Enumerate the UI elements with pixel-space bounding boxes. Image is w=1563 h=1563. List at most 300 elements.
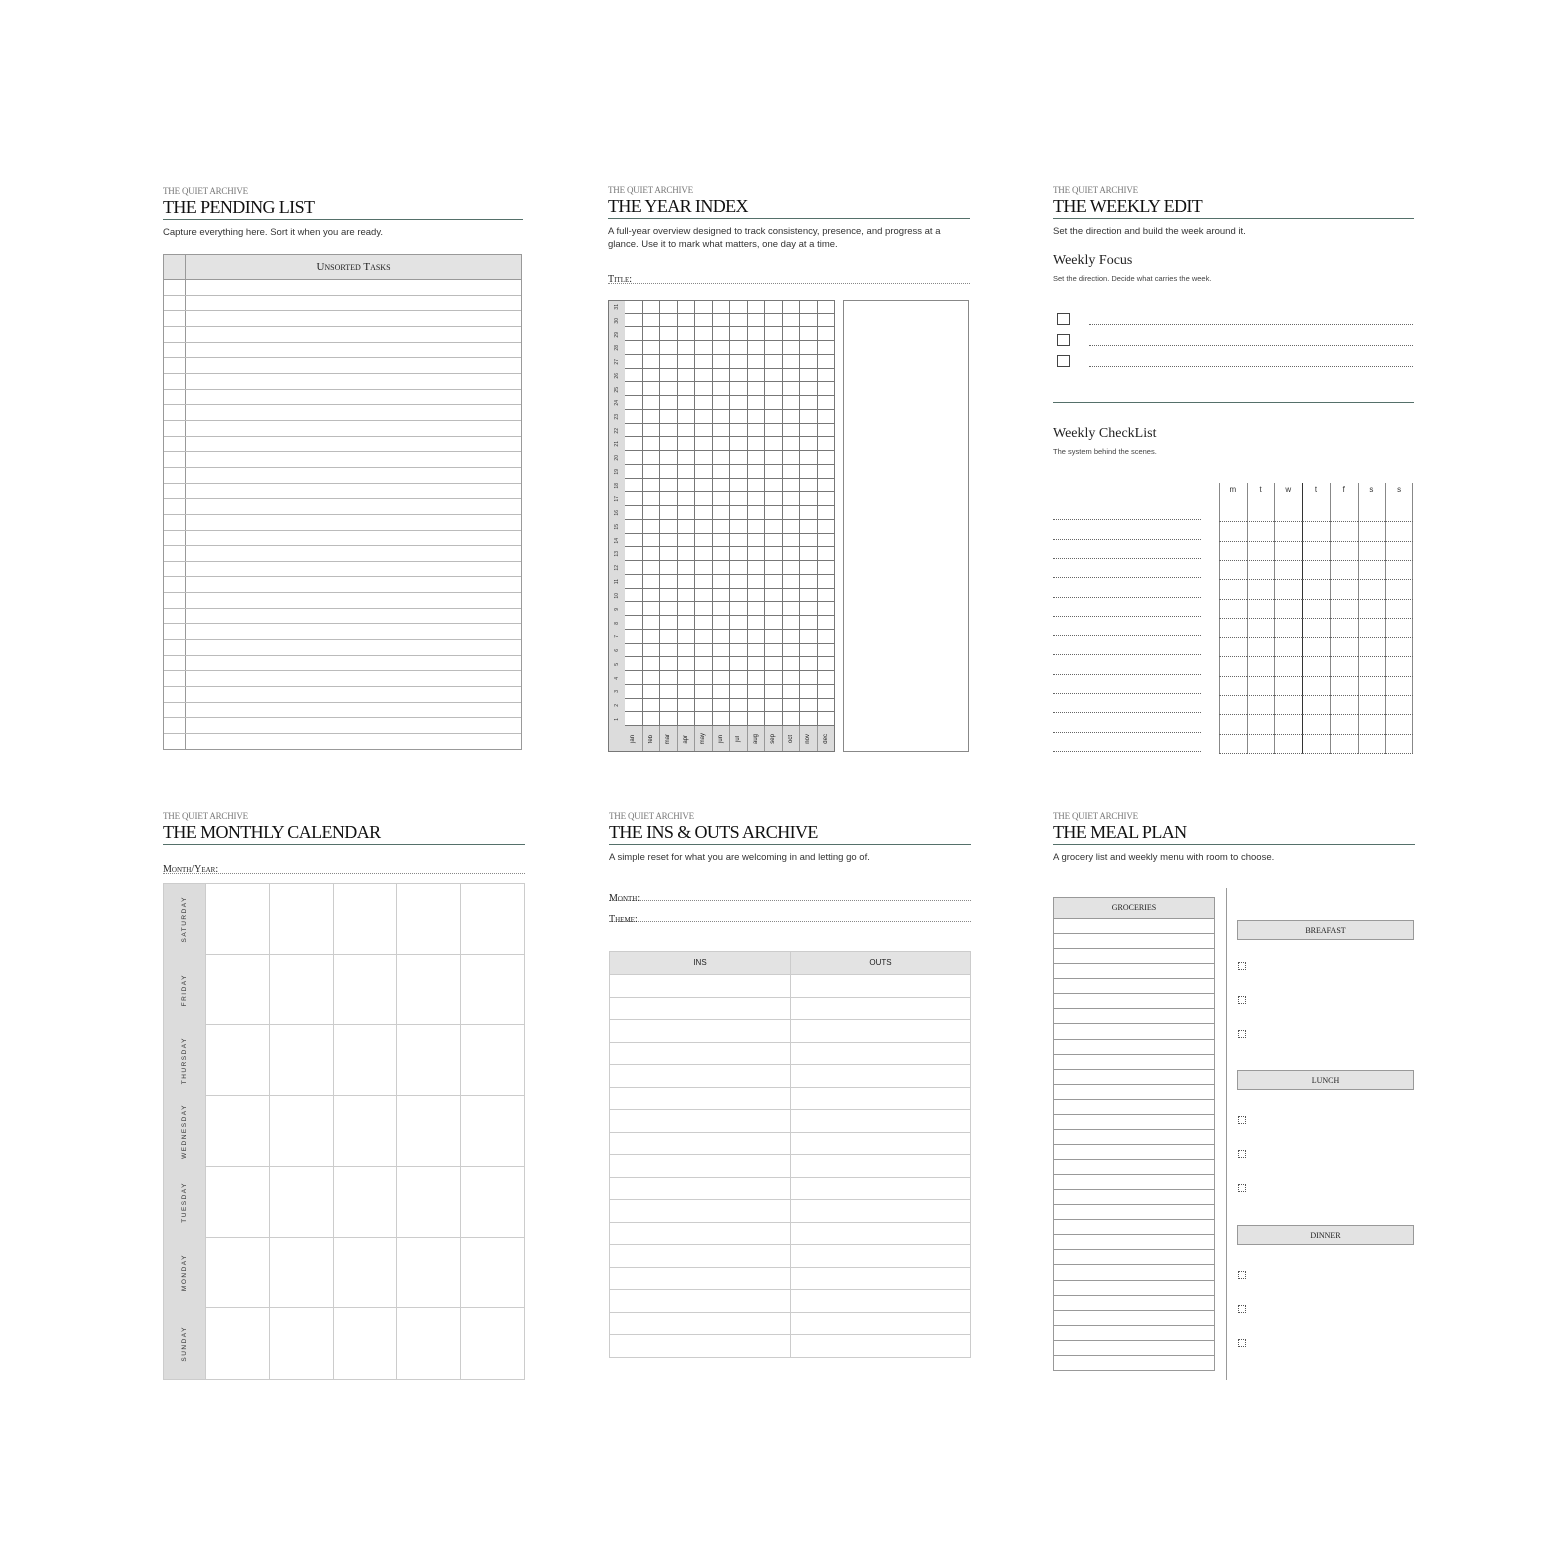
row-index-cell[interactable] bbox=[164, 531, 186, 546]
year-day-cell[interactable] bbox=[818, 685, 836, 699]
year-day-cell[interactable] bbox=[678, 644, 696, 658]
year-day-cell[interactable] bbox=[643, 451, 661, 465]
year-day-cell[interactable] bbox=[800, 479, 818, 493]
year-day-cell[interactable] bbox=[660, 369, 678, 383]
row-index-cell[interactable] bbox=[164, 390, 186, 405]
year-day-cell[interactable] bbox=[800, 602, 818, 616]
year-day-cell[interactable] bbox=[765, 465, 783, 479]
year-day-cell[interactable] bbox=[643, 341, 661, 355]
year-day-cell[interactable] bbox=[730, 699, 748, 713]
year-day-cell[interactable] bbox=[695, 561, 713, 575]
calendar-cell[interactable] bbox=[205, 1238, 269, 1309]
year-day-cell[interactable] bbox=[765, 410, 783, 424]
year-day-cell[interactable] bbox=[625, 465, 643, 479]
year-day-cell[interactable] bbox=[730, 369, 748, 383]
year-day-cell[interactable] bbox=[730, 657, 748, 671]
calendar-cell[interactable] bbox=[460, 955, 524, 1026]
checklist-cell[interactable] bbox=[1247, 580, 1275, 599]
year-day-cell[interactable] bbox=[713, 506, 731, 520]
year-day-cell[interactable] bbox=[730, 341, 748, 355]
year-day-cell[interactable] bbox=[783, 314, 801, 328]
checklist-task-line[interactable] bbox=[1053, 539, 1201, 540]
year-day-cell[interactable] bbox=[748, 657, 766, 671]
year-day-cell[interactable] bbox=[818, 355, 836, 369]
checklist-task-line[interactable] bbox=[1053, 674, 1201, 675]
checklist-cell[interactable] bbox=[1302, 503, 1330, 522]
checklist-cell[interactable] bbox=[1219, 580, 1247, 599]
year-day-cell[interactable] bbox=[730, 506, 748, 520]
year-day-cell[interactable] bbox=[748, 465, 766, 479]
calendar-cell[interactable] bbox=[333, 1096, 397, 1167]
calendar-cell[interactable] bbox=[333, 1308, 397, 1379]
checklist-cell[interactable] bbox=[1330, 657, 1358, 676]
year-day-cell[interactable] bbox=[818, 479, 836, 493]
row-task-cell[interactable] bbox=[186, 390, 521, 405]
year-day-cell[interactable] bbox=[678, 465, 696, 479]
year-day-cell[interactable] bbox=[765, 561, 783, 575]
year-day-cell[interactable] bbox=[765, 479, 783, 493]
year-day-cell[interactable] bbox=[748, 712, 766, 726]
checklist-task-line[interactable] bbox=[1053, 597, 1201, 598]
checklist-cell[interactable] bbox=[1219, 561, 1247, 580]
year-day-cell[interactable] bbox=[730, 451, 748, 465]
grocery-row[interactable] bbox=[1054, 1311, 1214, 1326]
year-day-cell[interactable] bbox=[730, 479, 748, 493]
grocery-row[interactable] bbox=[1054, 1205, 1214, 1220]
checklist-cell[interactable] bbox=[1302, 696, 1330, 715]
row-task-cell[interactable] bbox=[186, 499, 521, 514]
year-day-cell[interactable] bbox=[678, 712, 696, 726]
checklist-cell[interactable] bbox=[1247, 657, 1275, 676]
ins-cell[interactable] bbox=[610, 1155, 791, 1177]
year-day-cell[interactable] bbox=[730, 382, 748, 396]
year-day-cell[interactable] bbox=[695, 657, 713, 671]
grocery-row[interactable] bbox=[1054, 1145, 1214, 1160]
year-day-cell[interactable] bbox=[800, 465, 818, 479]
outs-cell[interactable] bbox=[791, 1313, 970, 1335]
year-day-cell[interactable] bbox=[800, 699, 818, 713]
year-day-cell[interactable] bbox=[695, 437, 713, 451]
checklist-cell[interactable] bbox=[1302, 715, 1330, 734]
row-task-cell[interactable] bbox=[186, 405, 521, 420]
checklist-cell[interactable] bbox=[1302, 561, 1330, 580]
year-day-cell[interactable] bbox=[660, 547, 678, 561]
year-day-cell[interactable] bbox=[800, 589, 818, 603]
year-day-cell[interactable] bbox=[765, 341, 783, 355]
year-day-cell[interactable] bbox=[783, 451, 801, 465]
year-day-cell[interactable] bbox=[678, 602, 696, 616]
year-day-cell[interactable] bbox=[625, 547, 643, 561]
year-day-cell[interactable] bbox=[783, 300, 801, 314]
year-day-cell[interactable] bbox=[643, 382, 661, 396]
checklist-cell[interactable] bbox=[1302, 619, 1330, 638]
year-day-cell[interactable] bbox=[643, 712, 661, 726]
row-task-cell[interactable] bbox=[186, 358, 521, 373]
year-day-cell[interactable] bbox=[818, 369, 836, 383]
year-day-cell[interactable] bbox=[643, 685, 661, 699]
ins-cell[interactable] bbox=[610, 1020, 791, 1042]
year-day-cell[interactable] bbox=[625, 314, 643, 328]
row-index-cell[interactable] bbox=[164, 687, 186, 702]
checklist-cell[interactable] bbox=[1247, 503, 1275, 522]
year-day-cell[interactable] bbox=[748, 479, 766, 493]
calendar-cell[interactable] bbox=[460, 1308, 524, 1379]
year-day-cell[interactable] bbox=[678, 657, 696, 671]
year-day-cell[interactable] bbox=[800, 382, 818, 396]
checklist-cell[interactable] bbox=[1274, 715, 1302, 734]
checklist-cell[interactable] bbox=[1330, 600, 1358, 619]
year-day-cell[interactable] bbox=[660, 520, 678, 534]
calendar-cell[interactable] bbox=[460, 1167, 524, 1238]
calendar-cell[interactable] bbox=[205, 1096, 269, 1167]
year-day-cell[interactable] bbox=[818, 699, 836, 713]
year-day-cell[interactable] bbox=[660, 575, 678, 589]
year-day-cell[interactable] bbox=[678, 561, 696, 575]
year-day-cell[interactable] bbox=[625, 699, 643, 713]
meal-checkbox[interactable] bbox=[1238, 996, 1246, 1004]
year-day-cell[interactable] bbox=[818, 575, 836, 589]
year-day-cell[interactable] bbox=[765, 644, 783, 658]
year-day-cell[interactable] bbox=[748, 341, 766, 355]
calendar-cell[interactable] bbox=[396, 1167, 460, 1238]
grocery-row[interactable] bbox=[1054, 949, 1214, 964]
year-day-cell[interactable] bbox=[678, 699, 696, 713]
checklist-cell[interactable] bbox=[1330, 638, 1358, 657]
focus-checkbox[interactable] bbox=[1057, 334, 1070, 346]
year-day-cell[interactable] bbox=[695, 410, 713, 424]
year-day-cell[interactable] bbox=[713, 616, 731, 630]
year-day-cell[interactable] bbox=[818, 492, 836, 506]
row-index-cell[interactable] bbox=[164, 327, 186, 342]
checklist-cell[interactable] bbox=[1330, 542, 1358, 561]
checklist-cell[interactable] bbox=[1274, 542, 1302, 561]
year-day-cell[interactable] bbox=[730, 300, 748, 314]
row-index-cell[interactable] bbox=[164, 624, 186, 639]
year-day-cell[interactable] bbox=[765, 369, 783, 383]
row-task-cell[interactable] bbox=[186, 515, 521, 530]
year-day-cell[interactable] bbox=[818, 561, 836, 575]
year-day-cell[interactable] bbox=[730, 465, 748, 479]
year-day-cell[interactable] bbox=[783, 520, 801, 534]
row-index-cell[interactable] bbox=[164, 656, 186, 671]
year-day-cell[interactable] bbox=[730, 355, 748, 369]
year-day-cell[interactable] bbox=[678, 382, 696, 396]
year-day-cell[interactable] bbox=[800, 712, 818, 726]
year-day-cell[interactable] bbox=[643, 657, 661, 671]
checklist-cell[interactable] bbox=[1358, 503, 1386, 522]
year-day-cell[interactable] bbox=[748, 547, 766, 561]
year-day-cell[interactable] bbox=[678, 685, 696, 699]
grocery-row[interactable] bbox=[1054, 1130, 1214, 1145]
year-day-cell[interactable] bbox=[660, 561, 678, 575]
checklist-cell[interactable] bbox=[1358, 657, 1386, 676]
checklist-cell[interactable] bbox=[1358, 580, 1386, 599]
grocery-row[interactable] bbox=[1054, 1296, 1214, 1311]
checklist-cell[interactable] bbox=[1358, 542, 1386, 561]
checklist-cell[interactable] bbox=[1302, 600, 1330, 619]
year-day-cell[interactable] bbox=[783, 341, 801, 355]
year-day-cell[interactable] bbox=[713, 671, 731, 685]
year-day-cell[interactable] bbox=[695, 327, 713, 341]
checklist-cell[interactable] bbox=[1219, 522, 1247, 541]
calendar-cell[interactable] bbox=[269, 1238, 333, 1309]
checklist-cell[interactable] bbox=[1385, 561, 1413, 580]
year-day-cell[interactable] bbox=[660, 465, 678, 479]
year-day-cell[interactable] bbox=[783, 479, 801, 493]
ins-cell[interactable] bbox=[610, 1313, 791, 1335]
year-day-cell[interactable] bbox=[818, 424, 836, 438]
year-day-cell[interactable] bbox=[730, 602, 748, 616]
year-day-cell[interactable] bbox=[783, 369, 801, 383]
year-day-cell[interactable] bbox=[748, 589, 766, 603]
checklist-cell[interactable] bbox=[1247, 561, 1275, 580]
year-day-cell[interactable] bbox=[783, 561, 801, 575]
year-day-cell[interactable] bbox=[643, 424, 661, 438]
year-day-cell[interactable] bbox=[765, 534, 783, 548]
year-day-cell[interactable] bbox=[783, 547, 801, 561]
year-day-cell[interactable] bbox=[695, 396, 713, 410]
year-day-cell[interactable] bbox=[800, 355, 818, 369]
year-day-cell[interactable] bbox=[678, 506, 696, 520]
year-day-cell[interactable] bbox=[800, 520, 818, 534]
year-day-cell[interactable] bbox=[713, 341, 731, 355]
year-day-cell[interactable] bbox=[783, 630, 801, 644]
year-day-cell[interactable] bbox=[748, 382, 766, 396]
checklist-cell[interactable] bbox=[1247, 522, 1275, 541]
checklist-cell[interactable] bbox=[1219, 638, 1247, 657]
year-day-cell[interactable] bbox=[783, 355, 801, 369]
year-day-cell[interactable] bbox=[765, 685, 783, 699]
grocery-row[interactable] bbox=[1054, 1175, 1214, 1190]
ins-cell[interactable] bbox=[610, 1245, 791, 1267]
year-day-cell[interactable] bbox=[818, 630, 836, 644]
checklist-task-line[interactable] bbox=[1053, 693, 1201, 694]
checklist-cell[interactable] bbox=[1247, 735, 1275, 754]
outs-cell[interactable] bbox=[791, 1155, 970, 1177]
year-day-cell[interactable] bbox=[800, 506, 818, 520]
row-index-cell[interactable] bbox=[164, 734, 186, 750]
year-day-cell[interactable] bbox=[660, 410, 678, 424]
year-day-cell[interactable] bbox=[713, 534, 731, 548]
outs-cell[interactable] bbox=[791, 1290, 970, 1312]
year-day-cell[interactable] bbox=[748, 520, 766, 534]
year-day-cell[interactable] bbox=[818, 712, 836, 726]
outs-cell[interactable] bbox=[791, 1110, 970, 1132]
checklist-cell[interactable] bbox=[1302, 657, 1330, 676]
year-day-cell[interactable] bbox=[695, 355, 713, 369]
year-day-cell[interactable] bbox=[678, 424, 696, 438]
year-day-cell[interactable] bbox=[660, 479, 678, 493]
checklist-cell[interactable] bbox=[1385, 619, 1413, 638]
row-index-cell[interactable] bbox=[164, 358, 186, 373]
year-day-cell[interactable] bbox=[800, 561, 818, 575]
ins-cell[interactable] bbox=[610, 1088, 791, 1110]
ins-cell[interactable] bbox=[610, 1268, 791, 1290]
checklist-task-line[interactable] bbox=[1053, 519, 1201, 520]
year-day-cell[interactable] bbox=[800, 644, 818, 658]
checklist-cell[interactable] bbox=[1330, 677, 1358, 696]
year-day-cell[interactable] bbox=[713, 314, 731, 328]
year-day-cell[interactable] bbox=[800, 314, 818, 328]
year-day-cell[interactable] bbox=[800, 616, 818, 630]
year-day-cell[interactable] bbox=[625, 300, 643, 314]
checklist-cell[interactable] bbox=[1219, 619, 1247, 638]
checklist-cell[interactable] bbox=[1219, 735, 1247, 754]
year-day-cell[interactable] bbox=[660, 396, 678, 410]
year-day-cell[interactable] bbox=[678, 341, 696, 355]
year-day-cell[interactable] bbox=[748, 575, 766, 589]
row-index-cell[interactable] bbox=[164, 577, 186, 592]
year-day-cell[interactable] bbox=[818, 396, 836, 410]
year-day-cell[interactable] bbox=[643, 327, 661, 341]
month-line[interactable] bbox=[609, 888, 971, 904]
year-day-cell[interactable] bbox=[713, 382, 731, 396]
row-task-cell[interactable] bbox=[186, 687, 521, 702]
year-day-cell[interactable] bbox=[800, 534, 818, 548]
focus-line[interactable] bbox=[1089, 366, 1413, 367]
year-day-cell[interactable] bbox=[730, 314, 748, 328]
year-day-cell[interactable] bbox=[818, 341, 836, 355]
year-day-cell[interactable] bbox=[695, 492, 713, 506]
checklist-task-line[interactable] bbox=[1053, 712, 1201, 713]
year-notes-box[interactable] bbox=[843, 300, 969, 752]
row-task-cell[interactable] bbox=[186, 593, 521, 608]
year-day-cell[interactable] bbox=[765, 506, 783, 520]
year-day-cell[interactable] bbox=[783, 327, 801, 341]
row-task-cell[interactable] bbox=[186, 703, 521, 718]
year-day-cell[interactable] bbox=[678, 437, 696, 451]
year-day-cell[interactable] bbox=[730, 520, 748, 534]
year-day-cell[interactable] bbox=[783, 506, 801, 520]
checklist-cell[interactable] bbox=[1247, 677, 1275, 696]
checklist-cell[interactable] bbox=[1274, 677, 1302, 696]
year-day-cell[interactable] bbox=[625, 341, 643, 355]
year-day-cell[interactable] bbox=[783, 465, 801, 479]
grocery-row[interactable] bbox=[1054, 964, 1214, 979]
year-day-cell[interactable] bbox=[818, 644, 836, 658]
row-index-cell[interactable] bbox=[164, 452, 186, 467]
year-day-cell[interactable] bbox=[818, 602, 836, 616]
grocery-row[interactable] bbox=[1054, 934, 1214, 949]
year-day-cell[interactable] bbox=[643, 589, 661, 603]
calendar-cell[interactable] bbox=[333, 1238, 397, 1309]
year-day-cell[interactable] bbox=[660, 657, 678, 671]
row-index-cell[interactable] bbox=[164, 671, 186, 686]
year-day-cell[interactable] bbox=[660, 602, 678, 616]
outs-cell[interactable] bbox=[791, 975, 970, 997]
year-day-cell[interactable] bbox=[748, 630, 766, 644]
row-index-cell[interactable] bbox=[164, 437, 186, 452]
row-task-cell[interactable] bbox=[186, 468, 521, 483]
year-day-cell[interactable] bbox=[695, 382, 713, 396]
year-day-cell[interactable] bbox=[625, 382, 643, 396]
year-day-cell[interactable] bbox=[800, 396, 818, 410]
calendar-cell[interactable] bbox=[205, 1025, 269, 1096]
checklist-cell[interactable] bbox=[1358, 638, 1386, 657]
focus-line[interactable] bbox=[1089, 324, 1413, 325]
checklist-cell[interactable] bbox=[1330, 696, 1358, 715]
year-day-cell[interactable] bbox=[660, 506, 678, 520]
year-day-cell[interactable] bbox=[730, 589, 748, 603]
ins-cell[interactable] bbox=[610, 1223, 791, 1245]
checklist-cell[interactable] bbox=[1302, 522, 1330, 541]
grocery-row[interactable] bbox=[1054, 1115, 1214, 1130]
outs-cell[interactable] bbox=[791, 1200, 970, 1222]
year-day-cell[interactable] bbox=[748, 410, 766, 424]
year-day-cell[interactable] bbox=[713, 685, 731, 699]
calendar-cell[interactable] bbox=[269, 1025, 333, 1096]
focus-line[interactable] bbox=[1089, 345, 1413, 346]
year-day-cell[interactable] bbox=[800, 547, 818, 561]
year-day-cell[interactable] bbox=[765, 602, 783, 616]
year-day-cell[interactable] bbox=[643, 396, 661, 410]
year-day-cell[interactable] bbox=[695, 630, 713, 644]
row-index-cell[interactable] bbox=[164, 484, 186, 499]
year-day-cell[interactable] bbox=[730, 327, 748, 341]
year-day-cell[interactable] bbox=[783, 396, 801, 410]
grocery-row[interactable] bbox=[1054, 979, 1214, 994]
checklist-cell[interactable] bbox=[1330, 503, 1358, 522]
year-day-cell[interactable] bbox=[643, 699, 661, 713]
year-day-cell[interactable] bbox=[695, 300, 713, 314]
year-day-cell[interactable] bbox=[730, 575, 748, 589]
year-day-cell[interactable] bbox=[818, 465, 836, 479]
checklist-cell[interactable] bbox=[1274, 522, 1302, 541]
grocery-row[interactable] bbox=[1054, 1190, 1214, 1205]
year-day-cell[interactable] bbox=[625, 561, 643, 575]
year-day-cell[interactable] bbox=[695, 671, 713, 685]
year-day-cell[interactable] bbox=[660, 644, 678, 658]
year-day-cell[interactable] bbox=[713, 589, 731, 603]
checklist-cell[interactable] bbox=[1385, 657, 1413, 676]
checklist-task-line[interactable] bbox=[1053, 654, 1201, 655]
year-day-cell[interactable] bbox=[678, 396, 696, 410]
row-index-cell[interactable] bbox=[164, 703, 186, 718]
year-day-cell[interactable] bbox=[643, 369, 661, 383]
row-task-cell[interactable] bbox=[186, 280, 521, 295]
calendar-cell[interactable] bbox=[396, 1096, 460, 1167]
row-task-cell[interactable] bbox=[186, 421, 521, 436]
year-day-cell[interactable] bbox=[695, 341, 713, 355]
year-day-cell[interactable] bbox=[625, 479, 643, 493]
checklist-cell[interactable] bbox=[1302, 580, 1330, 599]
checklist-task-line[interactable] bbox=[1053, 558, 1201, 559]
year-day-cell[interactable] bbox=[818, 314, 836, 328]
checklist-cell[interactable] bbox=[1330, 619, 1358, 638]
year-day-cell[interactable] bbox=[713, 479, 731, 493]
outs-cell[interactable] bbox=[791, 1065, 970, 1087]
checklist-task-line[interactable] bbox=[1053, 577, 1201, 578]
outs-cell[interactable] bbox=[791, 1223, 970, 1245]
row-task-cell[interactable] bbox=[186, 343, 521, 358]
year-day-cell[interactable] bbox=[765, 699, 783, 713]
year-day-cell[interactable] bbox=[660, 327, 678, 341]
year-day-cell[interactable] bbox=[783, 382, 801, 396]
year-day-cell[interactable] bbox=[643, 300, 661, 314]
row-index-cell[interactable] bbox=[164, 421, 186, 436]
checklist-cell[interactable] bbox=[1358, 522, 1386, 541]
year-day-cell[interactable] bbox=[818, 382, 836, 396]
checklist-cell[interactable] bbox=[1330, 561, 1358, 580]
year-day-cell[interactable] bbox=[660, 616, 678, 630]
year-day-cell[interactable] bbox=[748, 451, 766, 465]
outs-cell[interactable] bbox=[791, 1178, 970, 1200]
year-day-cell[interactable] bbox=[678, 451, 696, 465]
ins-cell[interactable] bbox=[610, 1290, 791, 1312]
year-day-cell[interactable] bbox=[660, 699, 678, 713]
year-day-cell[interactable] bbox=[730, 424, 748, 438]
year-day-cell[interactable] bbox=[678, 534, 696, 548]
